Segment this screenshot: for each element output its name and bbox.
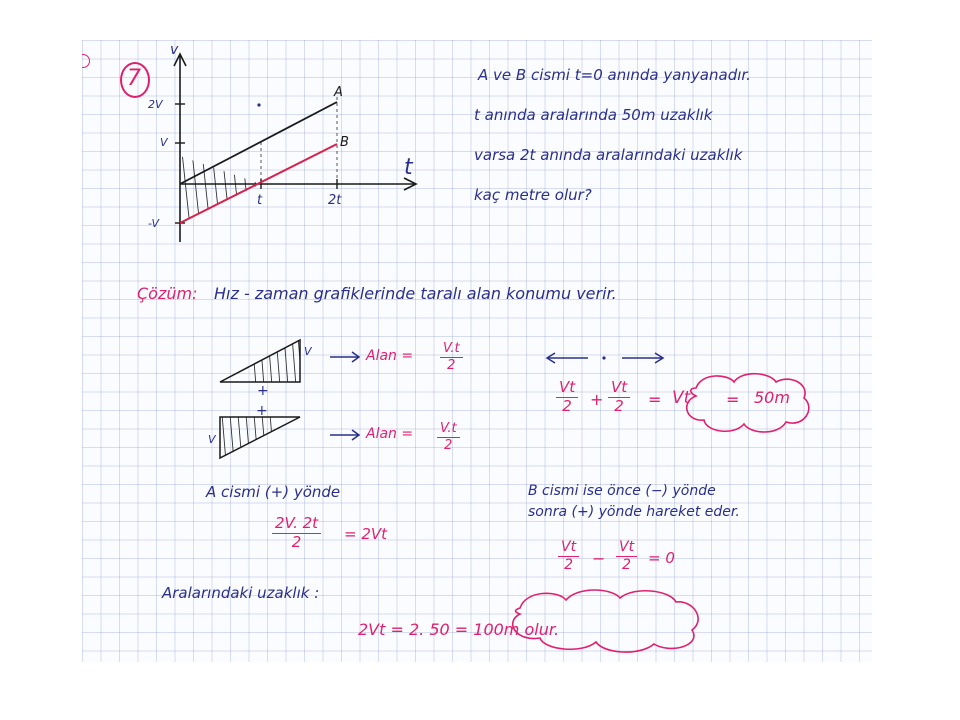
final-answer: 2Vt = 2. 50 = 100m olur.	[358, 620, 560, 639]
tick-label-v: V	[160, 136, 168, 149]
b-cismi-line-1: B cismi ise önce (−) yönde	[528, 483, 716, 499]
sum-term-2-num: Vt	[608, 380, 630, 398]
alan-formula-1	[440, 342, 463, 372]
alan-2-numerator: V.t	[437, 422, 460, 438]
b-result: = 0	[648, 549, 675, 567]
alan-label-1: Alan =	[366, 348, 414, 364]
tick-label-neg-v: -V	[148, 217, 160, 230]
alan-label-2: Alan =	[366, 426, 414, 442]
a-numerator: 2V. 2t	[272, 516, 321, 534]
alan-1-numerator: V.t	[440, 342, 463, 358]
sum-term-1	[556, 380, 578, 415]
b-cismi-line-2: sonra (+) yönde hareket eder.	[528, 504, 740, 520]
tri1-side-label: V	[304, 345, 312, 358]
sum-term-2-den: 2	[614, 396, 624, 415]
a-cismi-text: A cismi (+) yönde	[206, 483, 341, 501]
problem-number: 7	[127, 66, 141, 91]
x-axis-label: t	[404, 155, 413, 180]
tri2-plus: +	[256, 403, 268, 419]
alan-1-denominator: 2	[447, 357, 456, 373]
tick-label-t: t	[257, 193, 263, 208]
y-axis-label: v	[170, 42, 179, 58]
problem-line-1: A ve B cismi t=0 anında yanyanadır.	[478, 66, 751, 84]
dot-mark	[257, 103, 260, 106]
tri1-plus: +	[257, 383, 269, 399]
a-fraction	[272, 516, 321, 551]
b-term-1-num: Vt	[558, 540, 579, 557]
velocity-time-graph	[142, 42, 432, 247]
problem-line-4: kaç metre olur?	[474, 186, 592, 204]
triangle-positive	[220, 340, 300, 382]
sum-vt: Vt	[672, 388, 691, 408]
sum-equals-1: =	[648, 390, 662, 409]
alan-formula-2	[437, 422, 460, 452]
margin-mark-icon	[82, 54, 90, 68]
label-a: A	[334, 85, 343, 100]
b-term-2	[616, 540, 637, 572]
solution-intro: Hız - zaman grafiklerinde taralı alan konumu verir.	[214, 284, 617, 303]
sum-equals-2: =	[726, 390, 740, 409]
arrow-2-icon	[328, 428, 362, 442]
label-b: B	[340, 135, 349, 150]
a-denominator: 2	[291, 532, 302, 551]
a-result: = 2Vt	[344, 525, 388, 543]
area-triangles	[212, 334, 312, 464]
opposite-arrows-icon	[544, 350, 668, 366]
tick-label-2t: 2t	[328, 193, 342, 208]
cloud-highlight-2-icon	[500, 584, 706, 656]
tick-label-2v: 2V	[148, 98, 163, 111]
distance-label: Aralarındaki uzaklık :	[162, 584, 320, 602]
problem-line-3: varsa 2t anında aralarındaki uzaklık	[474, 146, 743, 164]
cloud-highlight-1-icon	[678, 368, 818, 440]
b-term-1-den: 2	[564, 556, 573, 573]
solution-heading: Çözüm:	[137, 284, 198, 303]
b-term-2-den: 2	[622, 556, 631, 573]
tri2-side-label: V	[208, 433, 216, 446]
notebook-page	[82, 40, 872, 662]
b-term-1	[558, 540, 579, 572]
sum-plus: +	[590, 390, 604, 409]
arrow-1-icon	[328, 350, 362, 364]
problem-line-2: t anında aralarında 50m uzaklık	[474, 106, 713, 124]
b-minus: −	[592, 549, 606, 568]
sum-term-1-num: Vt	[556, 380, 578, 398]
b-term-2-num: Vt	[616, 540, 637, 557]
alan-2-denominator: 2	[444, 437, 453, 453]
line-a	[180, 102, 337, 184]
sum-result: 50m	[754, 388, 790, 407]
sum-term-2	[608, 380, 630, 415]
sum-term-1-den: 2	[562, 396, 572, 415]
